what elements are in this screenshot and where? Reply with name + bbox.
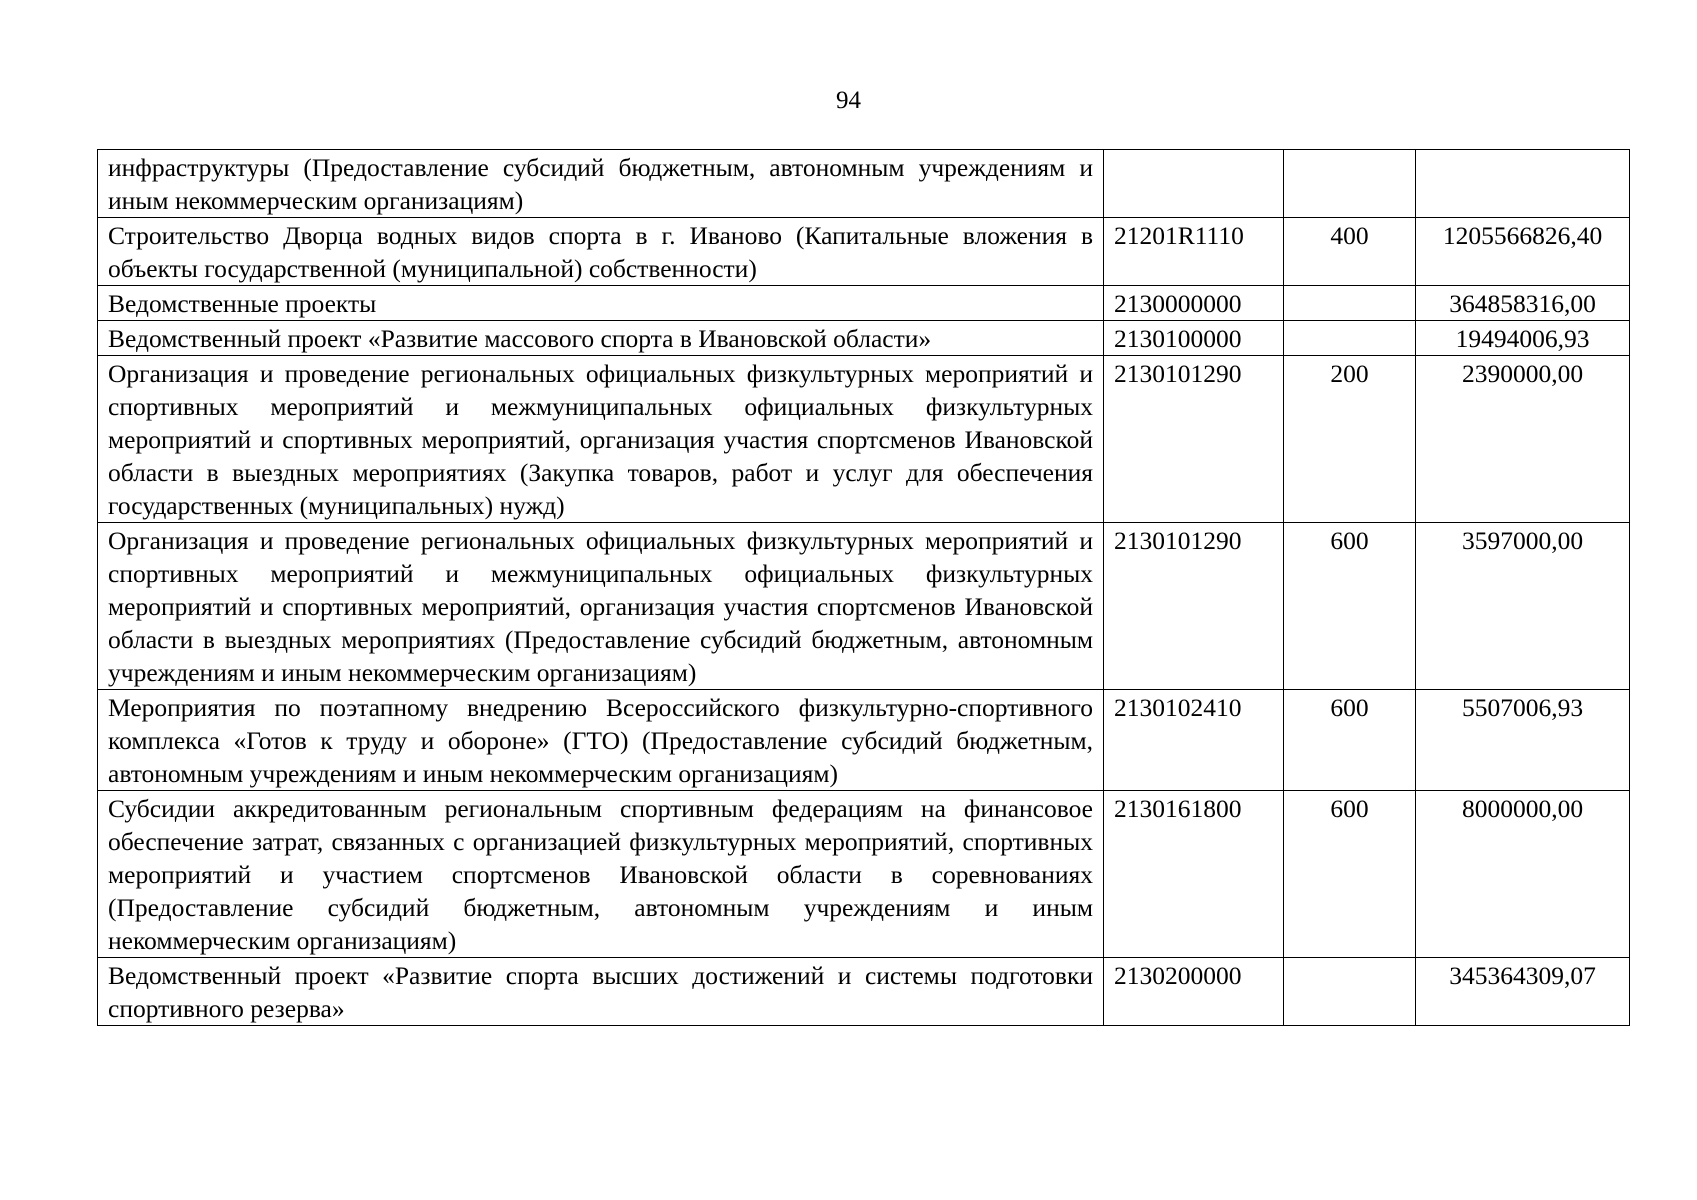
budget-table xyxy=(97,149,1630,1026)
row-amount: 2390000,00 xyxy=(1416,356,1630,523)
row-amount: 5507006,93 xyxy=(1416,690,1630,791)
row-expense-type xyxy=(1284,958,1416,1026)
row-name: Мероприятия по поэтапному внедрению Всероссийского физкультурно-спортивного комплекса «Готов к труду и обороне» (ГТО) (Предоставление субсидий бюджетным, автономным учреждениям и иным некоммерческим организациям) xyxy=(98,690,1104,791)
row-expense-type xyxy=(1284,321,1416,356)
row-target-code xyxy=(1104,150,1284,218)
row-name: Организация и проведение региональных официальных физкультурных мероприятий и спортивных мероприятий и межмуниципальных официальных физкультурных мероприятий и спортивных мероприятий, организация участия спортсменов Ивановской области в выездных мероприятиях (Предоставление субсидий бюджетным, автономным учреждениям и иным некоммерческим организациям) xyxy=(98,523,1104,690)
row-expense-type: 200 xyxy=(1284,356,1416,523)
row-name: Ведомственный проект «Развитие спорта высших достижений и системы подготовки спортивного резерва» xyxy=(98,958,1104,1026)
row-target-code: 2130101290 xyxy=(1104,356,1284,523)
row-expense-type: 400 xyxy=(1284,218,1416,286)
row-name: Ведомственный проект «Развитие массового спорта в Ивановской области» xyxy=(98,321,1104,356)
row-target-code: 2130200000 xyxy=(1104,958,1284,1026)
row-expense-type: 600 xyxy=(1284,523,1416,690)
row-target-code: 2130101290 xyxy=(1104,523,1284,690)
page-number: 94 xyxy=(836,87,861,114)
row-expense-type: 600 xyxy=(1284,791,1416,958)
row-name: Строительство Дворца водных видов спорта в г. Иваново (Капитальные вложения в объекты государственной (муниципальной) собственности) xyxy=(98,218,1104,286)
table-row xyxy=(98,791,1630,958)
row-name: Субсидии аккредитованным региональным спортивным федерациям на финансовое обеспечение затрат, связанных с организацией физкультурных мероприятий, спортивных мероприятий и участием спортсменов Ивановской области в соревнованиях (Предоставление субсидий бюджетным, автономным учреждениям и иным некоммерческим организациям) xyxy=(98,791,1104,958)
row-expense-type: 600 xyxy=(1284,690,1416,791)
row-name: инфраструктуры (Предоставление субсидий бюджетным, автономным учреждениям и иным некоммерческим организациям) xyxy=(98,150,1104,218)
row-target-code: 2130102410 xyxy=(1104,690,1284,791)
row-target-code: 2130100000 xyxy=(1104,321,1284,356)
row-amount: 345364309,07 xyxy=(1416,958,1630,1026)
row-name: Организация и проведение региональных официальных физкультурных мероприятий и спортивных мероприятий и межмуниципальных официальных физкультурных мероприятий и спортивных мероприятий, организация участия спортсменов Ивановской области в выездных мероприятиях (Закупка товаров, работ и услуг для обеспечения государственных (муниципальных) нужд) xyxy=(98,356,1104,523)
row-expense-type xyxy=(1284,150,1416,218)
row-amount: 19494006,93 xyxy=(1416,321,1630,356)
row-amount: 364858316,00 xyxy=(1416,286,1630,321)
row-amount: 3597000,00 xyxy=(1416,523,1630,690)
table-row xyxy=(98,523,1630,690)
table-row xyxy=(98,218,1630,286)
table-row xyxy=(98,321,1630,356)
row-target-code: 2130161800 xyxy=(1104,791,1284,958)
row-amount: 8000000,00 xyxy=(1416,791,1630,958)
row-amount: 1205566826,40 xyxy=(1416,218,1630,286)
table-row xyxy=(98,286,1630,321)
table-row xyxy=(98,958,1630,1026)
row-amount xyxy=(1416,150,1630,218)
row-expense-type xyxy=(1284,286,1416,321)
row-target-code: 2130000000 xyxy=(1104,286,1284,321)
row-target-code: 21201R1110 xyxy=(1104,218,1284,286)
table-row xyxy=(98,150,1630,218)
table-row xyxy=(98,356,1630,523)
table-row xyxy=(98,690,1630,791)
row-name: Ведомственные проекты xyxy=(98,286,1104,321)
